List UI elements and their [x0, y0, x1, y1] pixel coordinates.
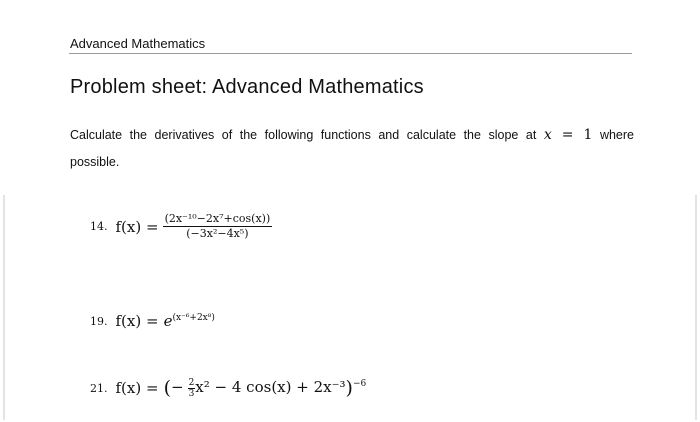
function-lhs: f(x) =	[115, 312, 159, 330]
intro-variable: x	[543, 127, 552, 143]
exponential-expression	[164, 312, 215, 330]
instructions-paragraph	[70, 122, 634, 176]
fraction	[163, 212, 273, 241]
exp-base: e	[163, 312, 173, 330]
problem-number: 21.	[90, 381, 108, 395]
exp-exponent: (x⁻⁶+2x⁸)	[172, 313, 215, 323]
intro-tail: where possible.	[70, 128, 634, 169]
fraction-denominator: (−3x²−4x⁵)	[186, 227, 249, 240]
coef-denominator: 3	[188, 388, 195, 399]
left-page-edge	[3, 195, 5, 420]
header-rule	[69, 53, 632, 54]
fraction-numerator: (2x⁻¹⁰−2x⁷+cos(x))	[164, 212, 271, 225]
open-paren: (	[163, 377, 171, 399]
minus-sign: −	[170, 378, 184, 396]
expression-body: x² − 4 cos(x) + 2x⁻³	[195, 378, 346, 396]
problem-14	[90, 212, 272, 241]
page-title: Problem sheet: Advanced Mathematics	[70, 76, 424, 98]
intro-text: Calculate the derivatives of the following functions and calculate the slope at	[70, 128, 537, 142]
problem-number: 19.	[90, 314, 108, 328]
power-expression	[164, 377, 367, 399]
problem-21	[90, 377, 366, 399]
outer-exponent: −6	[352, 379, 367, 389]
intro-value: 1	[583, 127, 593, 143]
coef-numerator: 2	[188, 377, 195, 388]
close-paren: )	[345, 377, 353, 399]
function-lhs: f(x) =	[115, 217, 159, 236]
function-lhs: f(x) =	[115, 379, 159, 397]
right-page-edge	[695, 195, 697, 420]
problem-number: 14.	[90, 220, 108, 233]
intro-equals: =	[561, 127, 574, 143]
running-header: Advanced Mathematics	[70, 36, 206, 51]
problem-19	[90, 312, 215, 330]
